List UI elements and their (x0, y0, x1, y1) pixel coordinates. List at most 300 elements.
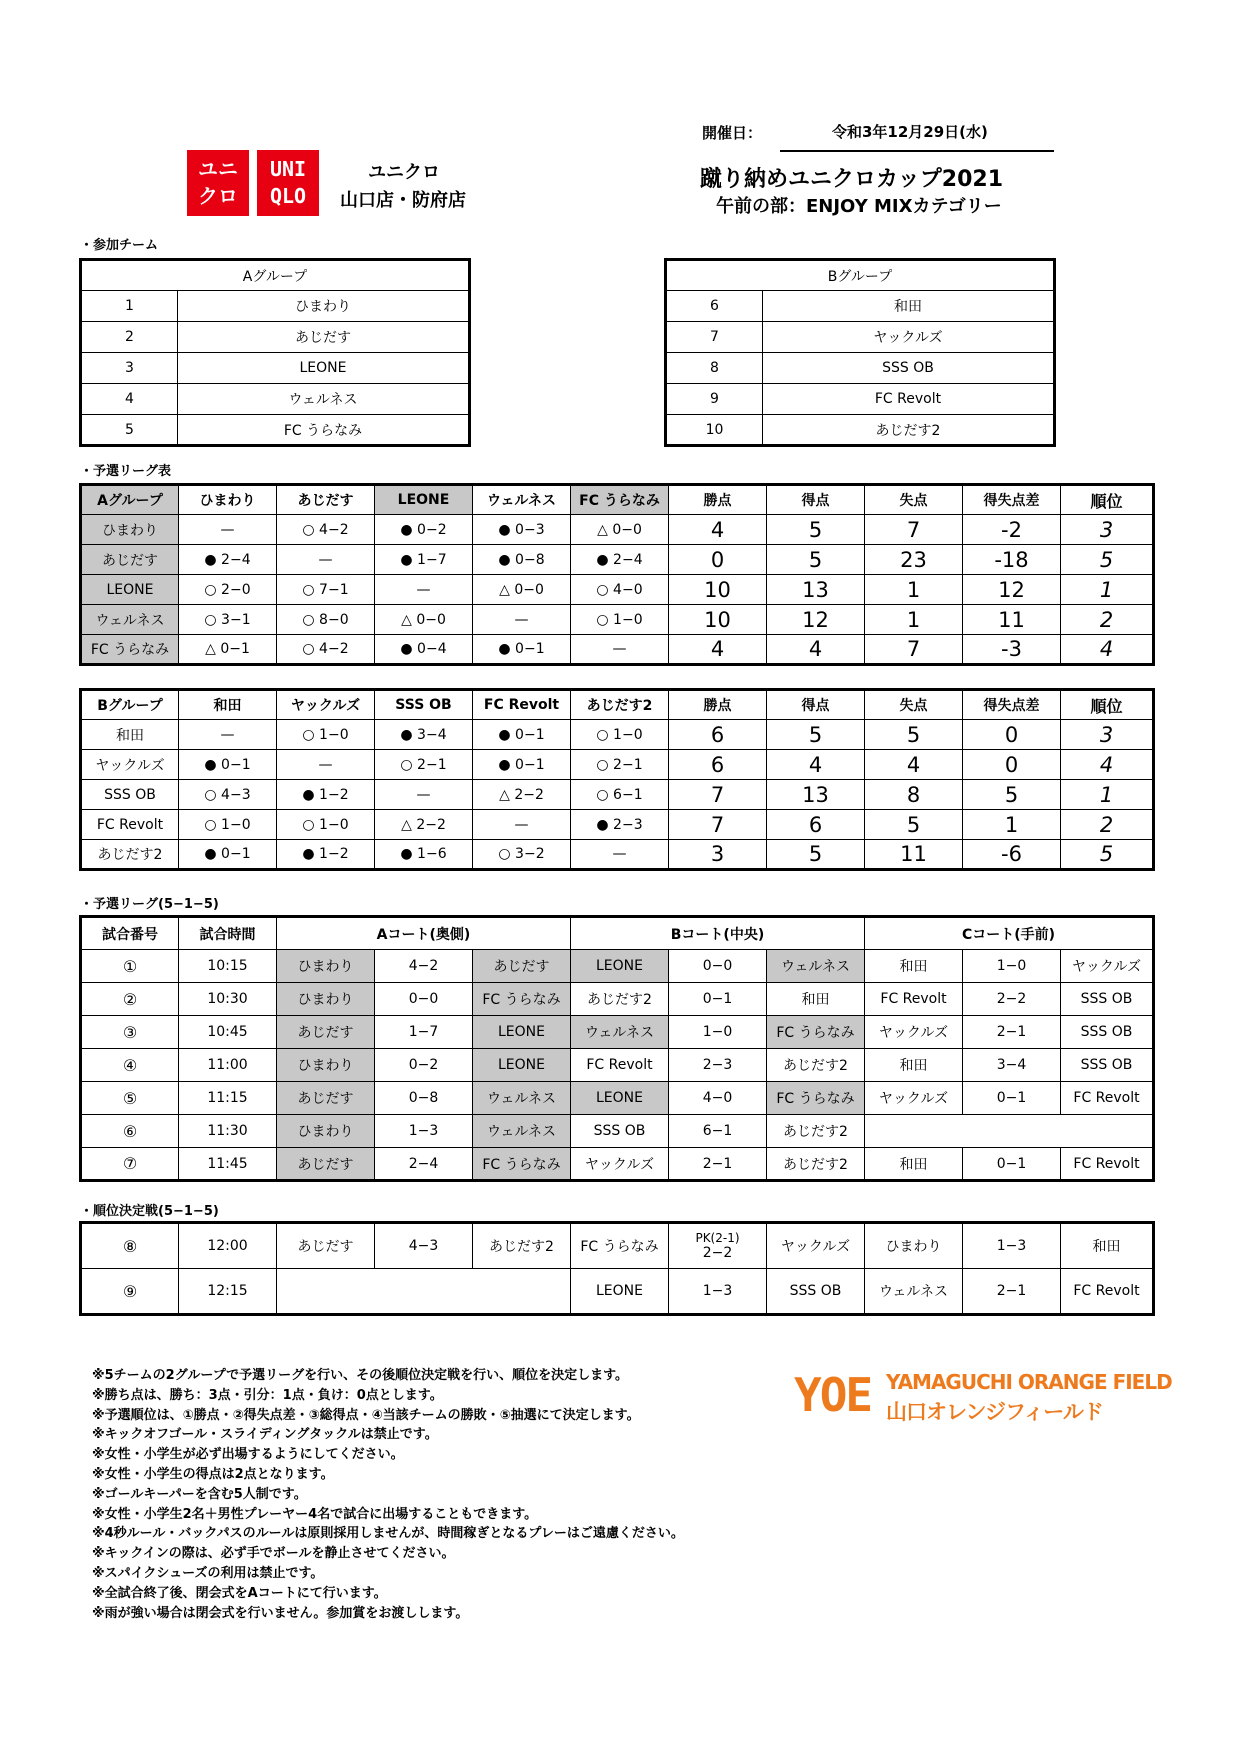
match-time: 10:45 (179, 1016, 277, 1049)
note-line: ※予選順位は、①勝点・②得失点差・③総得点・④当該チームの勝敗・⑤抽選にて決定します。 (92, 1407, 640, 1423)
goal-diff: -6 (963, 840, 1061, 870)
table-row (81, 810, 1154, 840)
match-result: ● 0−3 (473, 515, 571, 545)
team-number: 1 (81, 291, 178, 322)
uniqlo-logo-katakana: ユニ クロ (187, 150, 249, 216)
note-line: ※スパイクシューズの利用は禁止です。 (92, 1565, 324, 1581)
team-number: 10 (666, 415, 763, 446)
away-team: FC Revolt (1061, 1148, 1154, 1181)
table-row (81, 545, 1154, 575)
match-time: 11:15 (179, 1082, 277, 1115)
match-number: ③ (81, 1016, 179, 1049)
away-team: 和田 (1061, 1223, 1154, 1269)
score: 2−1 (963, 1269, 1061, 1315)
match-result: ○ 1−0 (277, 810, 375, 840)
table-row (81, 575, 1154, 605)
playoff-section-label: ・順位決定戦(5−1−5) (80, 1204, 219, 1219)
teams-section-label: ・参加チーム (80, 238, 159, 253)
rank-header: 順位 (1061, 690, 1154, 720)
goal-diff: -18 (963, 545, 1061, 575)
league-col-header: ヤックルズ (277, 690, 375, 720)
note-line: ※女性・小学生2名＋男性プレーヤー4名で試合に出場することもできます。 (92, 1506, 538, 1522)
match-result: ○ 1−0 (179, 810, 277, 840)
rank-header: 順位 (1061, 485, 1154, 515)
match-result: ● 0−2 (375, 515, 473, 545)
rank: 5 (1061, 545, 1154, 575)
away-team: SSS OB (1061, 1049, 1154, 1082)
row-team: SSS OB (81, 780, 179, 810)
match-number: ④ (81, 1049, 179, 1082)
group-a-league-table (79, 483, 1155, 666)
match-result: ● 1−7 (375, 545, 473, 575)
match-result: ○ 3−1 (179, 605, 277, 635)
venue-mark: YOE (794, 1368, 872, 1422)
team-name: SSS OB (763, 353, 1055, 384)
team-number: 5 (81, 415, 178, 446)
points: 10 (669, 605, 767, 635)
score: 2−2 (963, 983, 1061, 1016)
team-number: 8 (666, 353, 763, 384)
match-result: — (375, 575, 473, 605)
team-name: LEONE (178, 353, 470, 384)
match-result: ○ 4−0 (571, 575, 669, 605)
match-time: 10:15 (179, 950, 277, 983)
match-result: — (179, 515, 277, 545)
goals-for-header: 得点 (767, 690, 865, 720)
match-result: △ 0−1 (179, 635, 277, 665)
goals-against: 1 (865, 575, 963, 605)
goals-against: 5 (865, 720, 963, 750)
home-team: LEONE (571, 1082, 669, 1115)
match-time: 12:15 (179, 1269, 277, 1315)
score: 0−1 (963, 1082, 1061, 1115)
score: 4−0 (669, 1082, 767, 1115)
match-result: ○ 2−1 (571, 750, 669, 780)
table-row (81, 1016, 1154, 1049)
league-col-header: ひまわり (179, 485, 277, 515)
goals-against: 4 (865, 750, 963, 780)
goals-for-header: 得点 (767, 485, 865, 515)
court-a-header: Aコート(奥側) (277, 917, 571, 950)
match-time-header: 試合時間 (179, 917, 277, 950)
away-team: FC Revolt (1061, 1269, 1154, 1315)
goals-for: 5 (767, 545, 865, 575)
goal-diff: -2 (963, 515, 1061, 545)
venue-logo (794, 1368, 1172, 1424)
regular-score: 2−2 (702, 1245, 733, 1261)
match-result: — (375, 780, 473, 810)
match-result: ● 1−2 (277, 840, 375, 870)
goal-diff: 0 (963, 720, 1061, 750)
match-result: △ 2−2 (375, 810, 473, 840)
score: 3−4 (963, 1049, 1061, 1082)
note-line: ※キックインの際は、必ず手でボールを静止させてください。 (92, 1546, 455, 1562)
home-team: SSS OB (571, 1115, 669, 1148)
league-corner-header: Bグループ (81, 690, 179, 720)
brand-stores: 山口店・防府店 (340, 190, 466, 211)
match-time: 11:00 (179, 1049, 277, 1082)
match-result: ● 0−1 (179, 840, 277, 870)
match-result: — (277, 545, 375, 575)
goals-against: 23 (865, 545, 963, 575)
team-name: ひまわり (178, 291, 470, 322)
group-b-title: Bグループ (666, 260, 1055, 291)
goal-diff: 11 (963, 605, 1061, 635)
team-name: あじだす (178, 322, 470, 353)
pk-score: PK(2-1) (695, 1231, 740, 1245)
match-result: △ 0−0 (571, 515, 669, 545)
away-team: あじだす (473, 950, 571, 983)
match-number: ⑨ (81, 1269, 179, 1315)
home-team: ヤックルズ (865, 1082, 963, 1115)
table-row (81, 720, 1154, 750)
match-result: ● 0−1 (473, 635, 571, 665)
points: 4 (669, 515, 767, 545)
match-number: ⑧ (81, 1223, 179, 1269)
away-team: ウェルネス (473, 1115, 571, 1148)
goals-for: 5 (767, 720, 865, 750)
match-result: ○ 4−3 (179, 780, 277, 810)
uniqlo-logo (187, 150, 321, 216)
venue-name-en: YAMAGUCHI ORANGE FIELD (886, 1370, 1172, 1394)
goals-against: 1 (865, 605, 963, 635)
league-col-header: LEONE (375, 485, 473, 515)
note-line: ※5チームの2グループで予選リーグを行い、その後順位決定戦を行い、順位を決定します。 (92, 1368, 629, 1383)
row-team: あじだす (81, 545, 179, 575)
goals-for: 5 (767, 515, 865, 545)
match-number: ① (81, 950, 179, 983)
team-name: 和田 (763, 291, 1055, 322)
row-team: あじだす2 (81, 840, 179, 870)
home-team: ウェルネス (865, 1269, 963, 1315)
event-title: 蹴り納めユニクロカップ2021 (700, 167, 1004, 192)
goals-against-header: 失点 (865, 690, 963, 720)
match-result: ● 3−4 (375, 720, 473, 750)
match-number: ⑥ (81, 1115, 179, 1148)
venue-name-ja: 山口オレンジフィールド (886, 1400, 1103, 1424)
table-row (81, 983, 1154, 1016)
group-b-team-table (664, 258, 1056, 447)
goals-for: 13 (767, 780, 865, 810)
points: 0 (669, 545, 767, 575)
match-result: ● 2−3 (571, 810, 669, 840)
away-team: FC Revolt (1061, 1082, 1154, 1115)
rank: 3 (1061, 720, 1154, 750)
league-col-header: あじだす (277, 485, 375, 515)
score: 6−1 (669, 1115, 767, 1148)
home-team: あじだす (277, 1082, 375, 1115)
team-name: FC うらなみ (178, 415, 470, 446)
points: 7 (669, 810, 767, 840)
away-team: FC うらなみ (473, 983, 571, 1016)
league-col-header: FC うらなみ (571, 485, 669, 515)
court-a-empty (277, 1269, 571, 1315)
points-header: 勝点 (669, 485, 767, 515)
goals-against: 7 (865, 515, 963, 545)
goals-against: 5 (865, 810, 963, 840)
note-line: ※勝ち点は、勝ち：3点・引分：1点・負け：0点とします。 (92, 1387, 443, 1403)
goals-for: 13 (767, 575, 865, 605)
away-team: ヤックルズ (1061, 950, 1154, 983)
away-team: FC うらなみ (767, 1082, 865, 1115)
date-label: 開催日： (702, 124, 763, 142)
match-result: ● 0−1 (473, 750, 571, 780)
team-number: 9 (666, 384, 763, 415)
match-result: ○ 1−0 (277, 720, 375, 750)
match-result: ○ 2−0 (179, 575, 277, 605)
league-col-header: SSS OB (375, 690, 473, 720)
rank: 1 (1061, 780, 1154, 810)
points: 7 (669, 780, 767, 810)
points: 6 (669, 720, 767, 750)
away-team: LEONE (473, 1049, 571, 1082)
points: 10 (669, 575, 767, 605)
team-number: 3 (81, 353, 178, 384)
score: 2−1 (669, 1148, 767, 1181)
home-team: FC Revolt (865, 983, 963, 1016)
home-team: LEONE (571, 950, 669, 983)
goals-against: 11 (865, 840, 963, 870)
rank: 5 (1061, 840, 1154, 870)
note-line: ※女性・小学生の得点は2点となります。 (92, 1466, 334, 1482)
match-result: △ 0−0 (375, 605, 473, 635)
note-line: ※女性・小学生が必ず出場するようにしてください。 (92, 1447, 404, 1463)
match-result: ○ 4−2 (277, 635, 375, 665)
schedule-section-label: ・予選リーグ(5−1−5) (80, 897, 219, 912)
score: 4−3 (375, 1223, 473, 1269)
away-team: あじだす2 (767, 1049, 865, 1082)
league-corner-header: Aグループ (81, 485, 179, 515)
goal-diff: 5 (963, 780, 1061, 810)
away-team: SSS OB (1061, 983, 1154, 1016)
table-row (81, 1148, 1154, 1181)
match-result: ○ 7−1 (277, 575, 375, 605)
row-team: ひまわり (81, 515, 179, 545)
league-col-header: 和田 (179, 690, 277, 720)
match-number-header: 試合番号 (81, 917, 179, 950)
table-row (81, 1049, 1154, 1082)
match-result: — (179, 720, 277, 750)
goals-against: 8 (865, 780, 963, 810)
home-team: FC うらなみ (571, 1223, 669, 1269)
home-team: あじだす (277, 1223, 375, 1269)
date-underline (780, 150, 1054, 152)
match-result: ● 0−4 (375, 635, 473, 665)
points-header: 勝点 (669, 690, 767, 720)
court-c-empty (865, 1115, 1154, 1148)
goal-diff-header: 得失点差 (963, 485, 1061, 515)
group-b-league-table (79, 688, 1155, 871)
team-name: ウェルネス (178, 384, 470, 415)
row-team: ウェルネス (81, 605, 179, 635)
match-result: △ 2−2 (473, 780, 571, 810)
home-team: ひまわり (865, 1223, 963, 1269)
court-b-header: Bコート(中央) (571, 917, 865, 950)
match-number: ⑤ (81, 1082, 179, 1115)
rank: 2 (1061, 810, 1154, 840)
goals-for: 4 (767, 750, 865, 780)
date-value: 令和3年12月29日(水) (832, 123, 988, 141)
match-result: ○ 2−1 (375, 750, 473, 780)
goals-for: 4 (767, 635, 865, 665)
match-result: ● 2−4 (571, 545, 669, 575)
match-result: — (571, 840, 669, 870)
home-team: ひまわり (277, 1049, 375, 1082)
goals-for: 5 (767, 840, 865, 870)
score: 1−3 (669, 1269, 767, 1315)
match-number: ② (81, 983, 179, 1016)
match-time: 11:30 (179, 1115, 277, 1148)
away-team: SSS OB (767, 1269, 865, 1315)
team-number: 7 (666, 322, 763, 353)
match-result: ○ 6−1 (571, 780, 669, 810)
note-line: ※雨が強い場合は閉会式を行いません。参加賞をお渡しします。 (92, 1605, 469, 1621)
home-team: ヤックルズ (865, 1016, 963, 1049)
score: 0−2 (375, 1049, 473, 1082)
away-team: ウェルネス (767, 950, 865, 983)
match-time: 12:00 (179, 1223, 277, 1269)
rank: 4 (1061, 750, 1154, 780)
group-a-title: Aグループ (81, 260, 470, 291)
table-row (81, 1115, 1154, 1148)
note-line: ※4秒ルール・バックパスのルールは原則採用しませんが、時間稼ぎとなるプレーはご遠慮ください。 (92, 1526, 684, 1542)
score: 0−0 (375, 983, 473, 1016)
brand-name: ユニクロ (368, 162, 440, 183)
note-line: ※全試合終了後、閉会式をAコートにて行います。 (92, 1585, 387, 1601)
home-team: ひまわり (277, 950, 375, 983)
score: 1−3 (963, 1223, 1061, 1269)
match-result: — (473, 605, 571, 635)
row-team: ヤックルズ (81, 750, 179, 780)
match-result: ○ 8−0 (277, 605, 375, 635)
away-team: 和田 (767, 983, 865, 1016)
away-team: あじだす2 (473, 1223, 571, 1269)
match-result: ● 0−1 (179, 750, 277, 780)
home-team: ひまわり (277, 983, 375, 1016)
playoff-table (79, 1221, 1155, 1316)
goal-diff-header: 得失点差 (963, 690, 1061, 720)
away-team: SSS OB (1061, 1016, 1154, 1049)
rank: 2 (1061, 605, 1154, 635)
table-row (81, 1223, 1154, 1269)
match-result: △ 0−0 (473, 575, 571, 605)
home-team: あじだす2 (571, 983, 669, 1016)
home-team: LEONE (571, 1269, 669, 1315)
rank: 4 (1061, 635, 1154, 665)
table-row (81, 780, 1154, 810)
away-team: LEONE (473, 1016, 571, 1049)
away-team: FC うらなみ (473, 1148, 571, 1181)
points: 6 (669, 750, 767, 780)
table-row (81, 605, 1154, 635)
match-time: 10:30 (179, 983, 277, 1016)
court-c-header: Cコート(手前) (865, 917, 1154, 950)
score: 2−3 (669, 1049, 767, 1082)
team-number: 6 (666, 291, 763, 322)
score: 2−4 (375, 1148, 473, 1181)
table-row (81, 1082, 1154, 1115)
home-team: 和田 (865, 1049, 963, 1082)
team-number: 2 (81, 322, 178, 353)
match-result: ○ 3−2 (473, 840, 571, 870)
away-team: あじだす2 (767, 1148, 865, 1181)
score: 1−0 (963, 950, 1061, 983)
score: 0−0 (669, 950, 767, 983)
score: 1−3 (375, 1115, 473, 1148)
league-col-header: ウェルネス (473, 485, 571, 515)
league-col-header: あじだす2 (571, 690, 669, 720)
score (669, 1223, 767, 1269)
match-result: ○ 1−0 (571, 605, 669, 635)
home-team: あじだす (277, 1148, 375, 1181)
row-team: LEONE (81, 575, 179, 605)
home-team: ヤックルズ (571, 1148, 669, 1181)
goals-for: 6 (767, 810, 865, 840)
away-team: ヤックルズ (767, 1223, 865, 1269)
home-team: FC Revolt (571, 1049, 669, 1082)
table-row (81, 950, 1154, 983)
table-row (81, 750, 1154, 780)
home-team: ひまわり (277, 1115, 375, 1148)
event-subtitle: 午前の部：ENJOY MIXカテゴリー (716, 196, 1002, 217)
table-row (81, 635, 1154, 665)
goal-diff: 1 (963, 810, 1061, 840)
schedule-table (79, 915, 1155, 1182)
home-team: あじだす (277, 1016, 375, 1049)
match-result: — (571, 635, 669, 665)
group-a-team-table (79, 258, 471, 447)
match-result: ● 2−4 (179, 545, 277, 575)
rank: 3 (1061, 515, 1154, 545)
away-team: FC うらなみ (767, 1016, 865, 1049)
points: 4 (669, 635, 767, 665)
row-team: FC うらなみ (81, 635, 179, 665)
team-name: あじだす2 (763, 415, 1055, 446)
score: 4−2 (375, 950, 473, 983)
team-name: ヤックルズ (763, 322, 1055, 353)
rank: 1 (1061, 575, 1154, 605)
match-result: ○ 1−0 (571, 720, 669, 750)
goal-diff: -3 (963, 635, 1061, 665)
league-col-header: FC Revolt (473, 690, 571, 720)
score: 1−0 (669, 1016, 767, 1049)
table-row (81, 515, 1154, 545)
goal-diff: 0 (963, 750, 1061, 780)
match-result: ● 1−2 (277, 780, 375, 810)
away-team: ウェルネス (473, 1082, 571, 1115)
note-line: ※キックオフゴール・スライディングタックルは禁止です。 (92, 1427, 438, 1443)
goals-against-header: 失点 (865, 485, 963, 515)
points: 3 (669, 840, 767, 870)
row-team: 和田 (81, 720, 179, 750)
table-row (81, 840, 1154, 870)
match-result: ● 0−8 (473, 545, 571, 575)
home-team: 和田 (865, 1148, 963, 1181)
score: 0−1 (963, 1148, 1061, 1181)
match-result: ○ 4−2 (277, 515, 375, 545)
match-result: ● 0−1 (473, 720, 571, 750)
team-number: 4 (81, 384, 178, 415)
away-team: あじだす2 (767, 1115, 865, 1148)
table-row (81, 1269, 1154, 1315)
match-result: ● 1−6 (375, 840, 473, 870)
goals-against: 7 (865, 635, 963, 665)
goals-for: 12 (767, 605, 865, 635)
note-line: ※ゴールキーパーを含む5人制です。 (92, 1486, 307, 1502)
match-result: — (473, 810, 571, 840)
score: 0−1 (669, 983, 767, 1016)
match-time: 11:45 (179, 1148, 277, 1181)
